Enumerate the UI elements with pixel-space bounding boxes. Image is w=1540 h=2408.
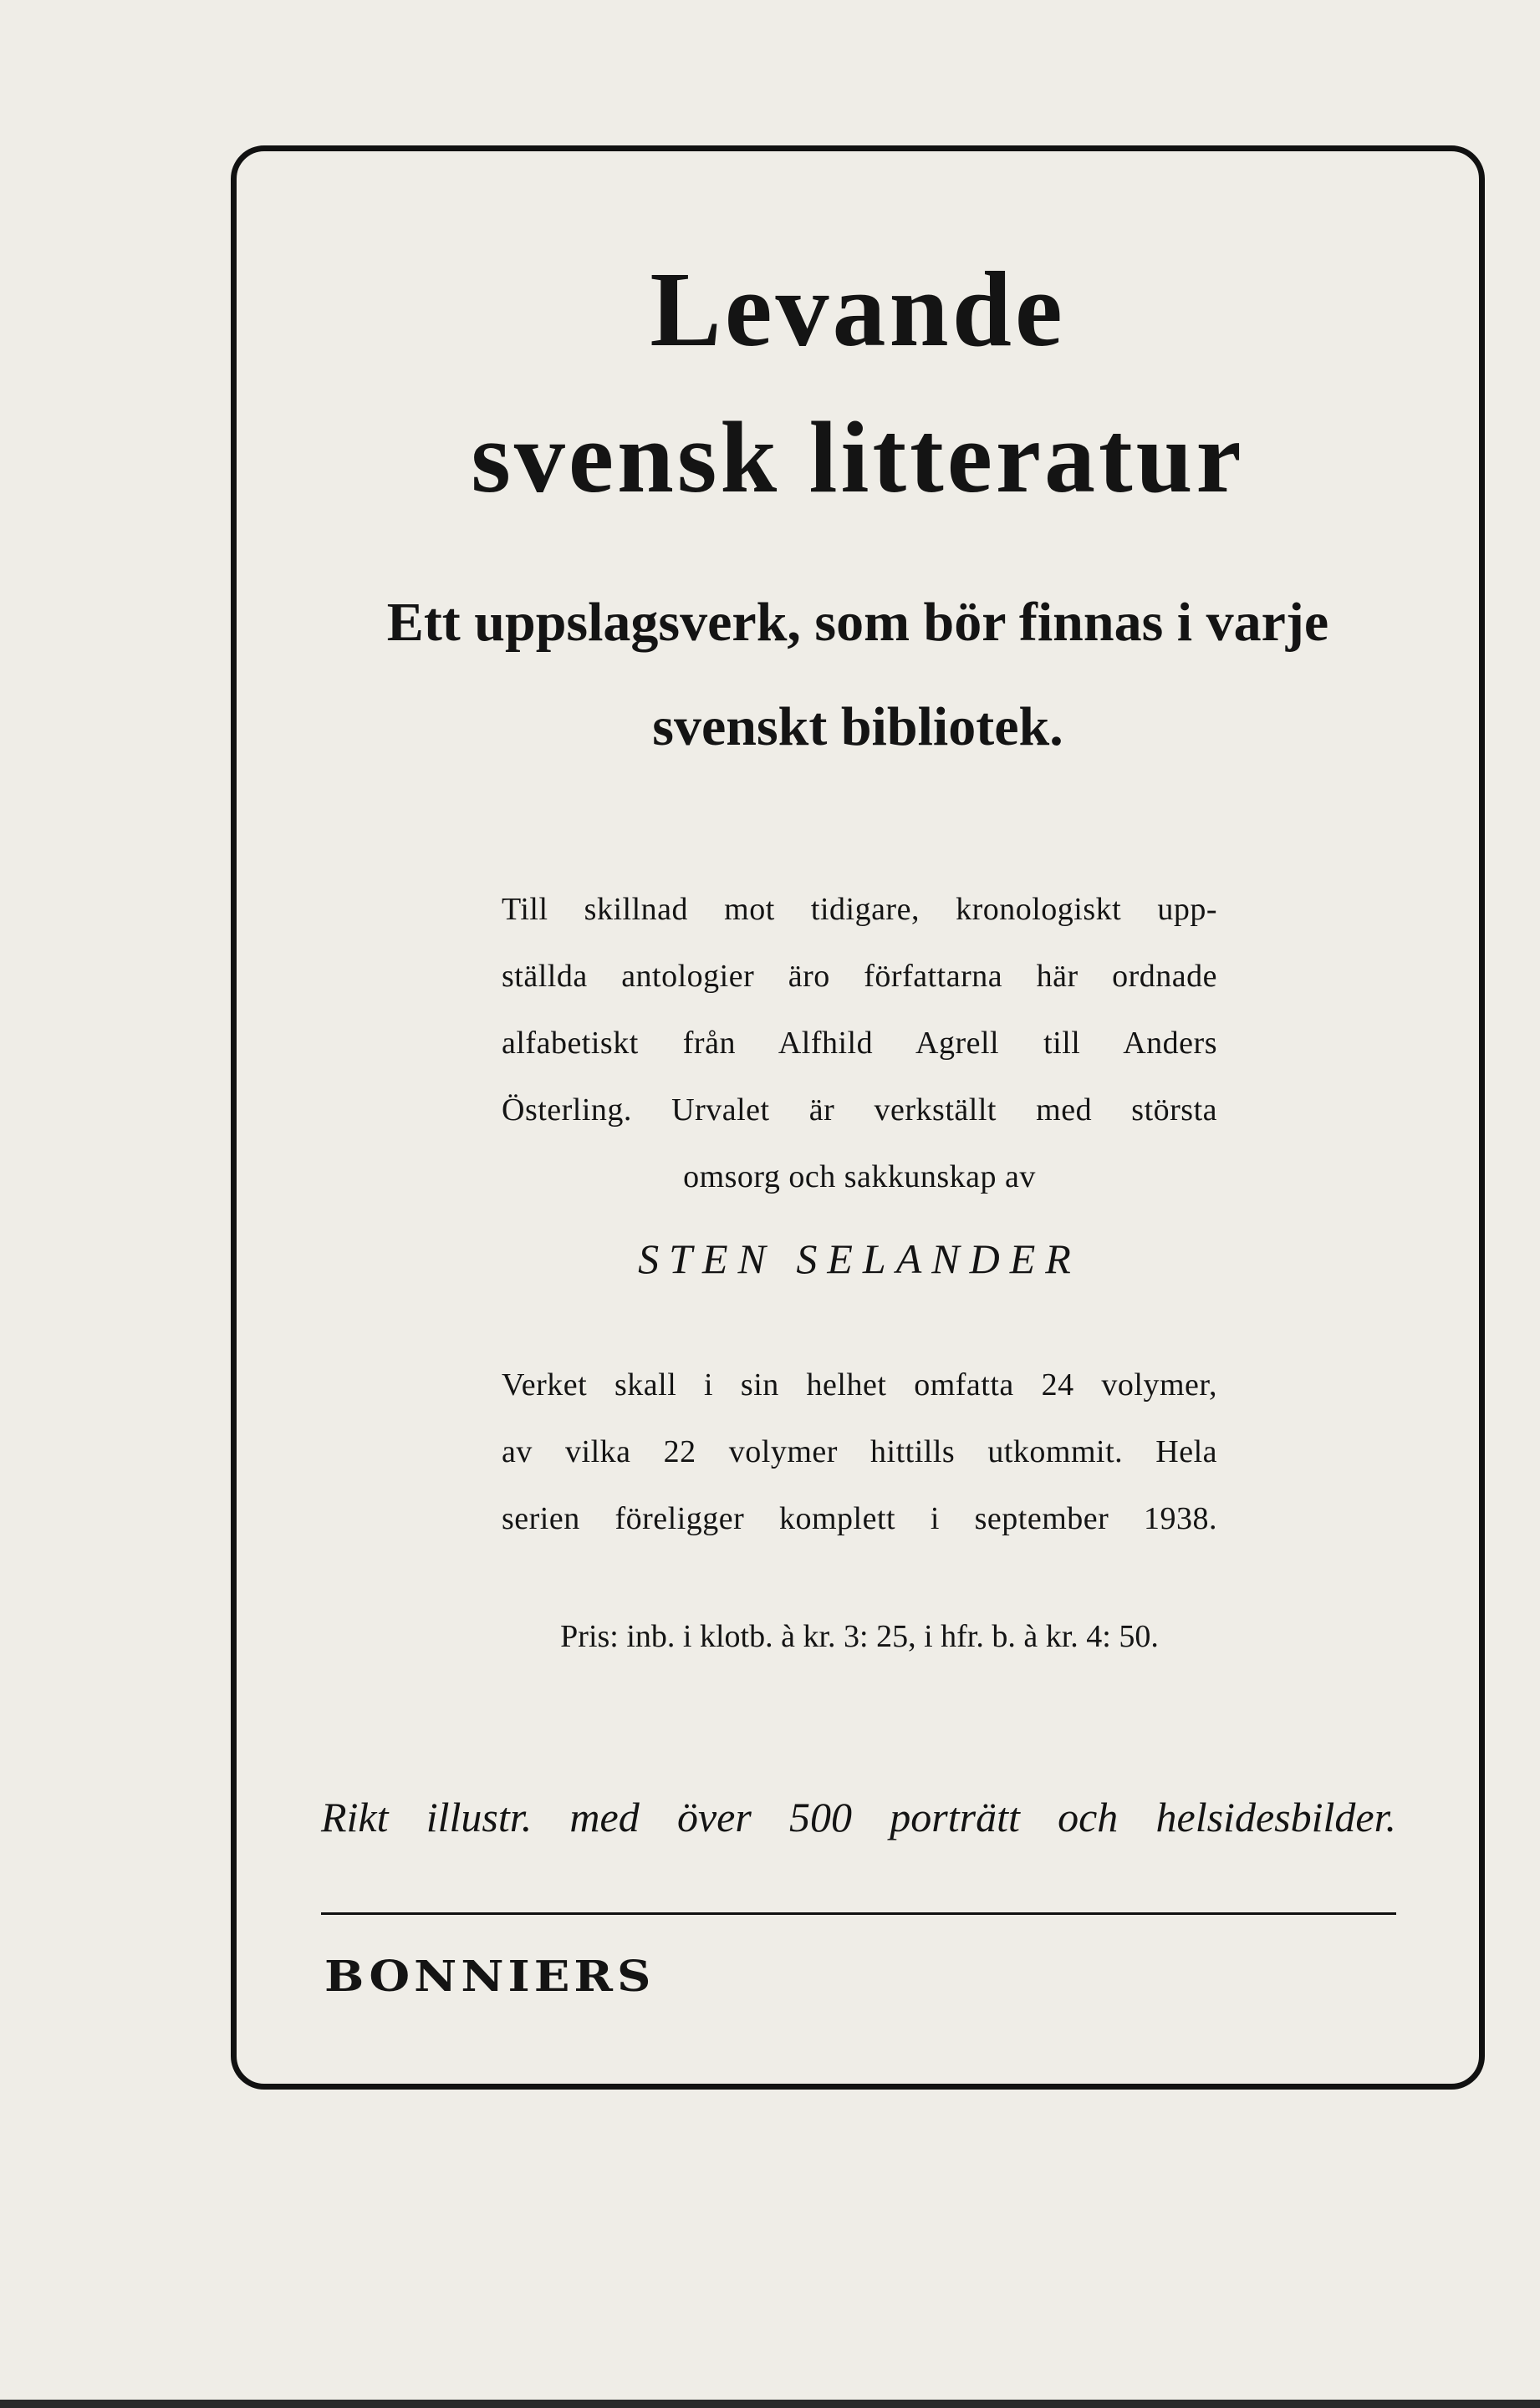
description-line: ställda antologier äro författarna här ordnade [502,959,1217,994]
title-line-1: Levande [650,250,1066,369]
title-line-2: svensk litteratur [471,401,1245,514]
volumes-line: serien föreligger komplett i september 1938. [502,1501,1217,1536]
publisher-logo: BONNIERS [324,1952,655,2002]
description-paragraph [502,876,1217,1210]
subtitle-line-1: Ett uppslagsverk, som bör finnas i varje [386,592,1329,653]
subtitle-line-2: svenskt bibliotek. [652,696,1063,757]
description-line: Österling. Urvalet är verkställt med största [502,1092,1217,1128]
volumes-line: Verket skall i sin helhet omfatta 24 volymer, [502,1367,1217,1403]
price-line: Pris: inb. i klotb. à kr. 3: 25, i hfr. b. à kr. 4: 50. [560,1619,1159,1654]
description-line: Till skillnad mot tidigare, kronologiskt upp- [502,892,1217,927]
page-bottom-edge [0,2400,1540,2408]
description-line: alfabetiskt från Alfhild Agrell till Anders [502,1026,1217,1061]
illustration-note: Rikt illustr. med över 500 porträtt och helsidesbilder. [321,1794,1396,1840]
editor-name: STEN SELANDER [638,1235,1081,1282]
divider-rule [321,1912,1396,1915]
volumes-paragraph [502,1352,1217,1552]
description-line: omsorg och sakkunskap av [683,1159,1036,1194]
volumes-line: av vilka 22 volymer hittills utkommit. Hela [502,1434,1217,1469]
